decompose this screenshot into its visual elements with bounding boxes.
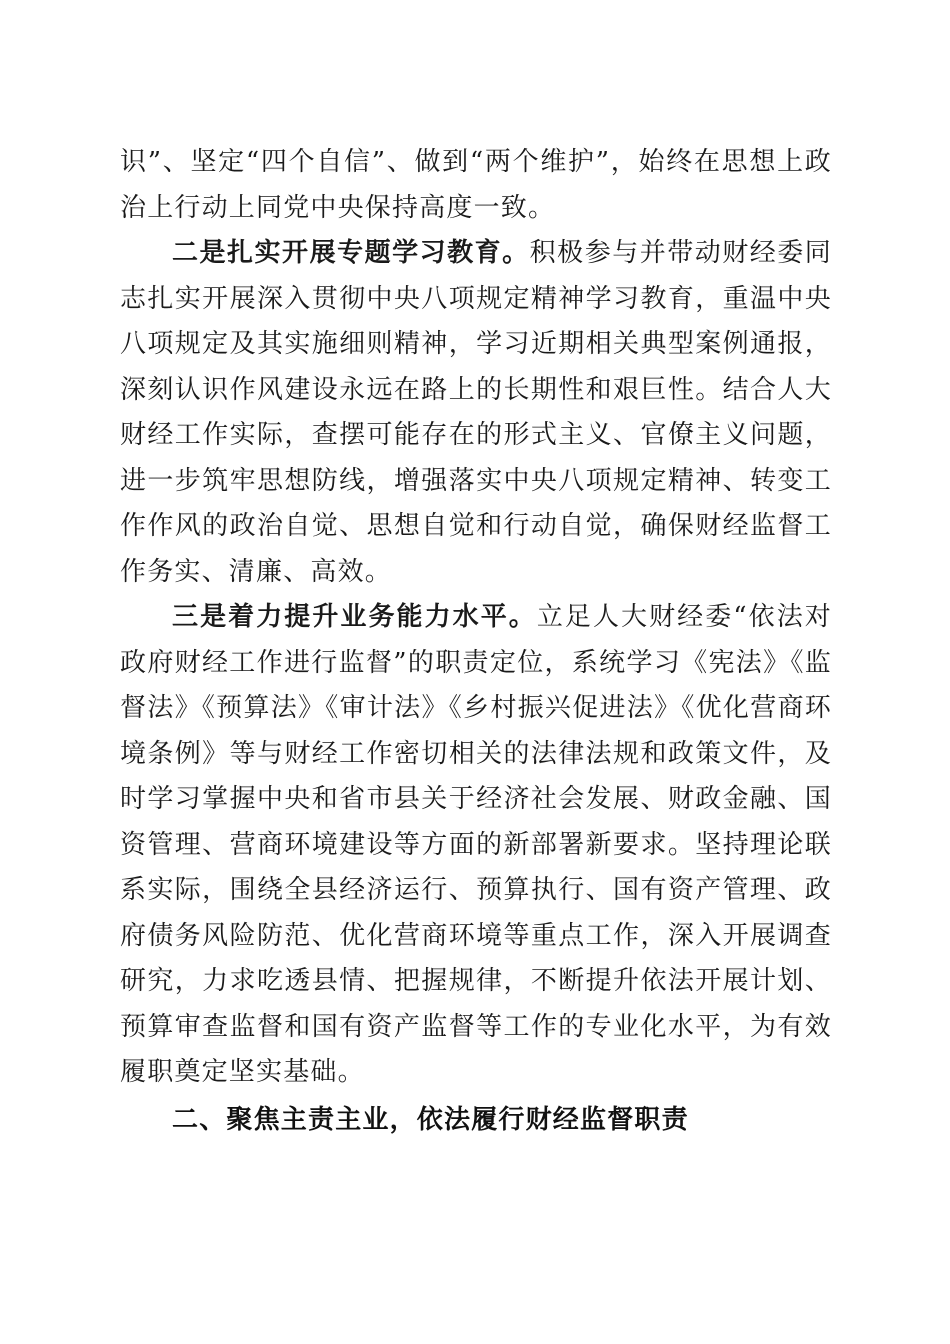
paragraph-lead: 二是扎实开展专题学习教育。 bbox=[172, 238, 530, 268]
paragraph-study-education bbox=[120, 231, 832, 595]
paragraph-text: 识”、坚定“四个自信”、做到“两个维护”，始终在思想上政治上行动上同党中央保持高度一致。 bbox=[120, 147, 832, 223]
section-heading: 二、聚焦主责主业，依法履行财经监督职责 bbox=[172, 1104, 689, 1135]
paragraph-lead: 三是着力提升业务能力水平。 bbox=[172, 602, 537, 632]
paragraph-continuation bbox=[120, 140, 832, 231]
document-body bbox=[120, 140, 832, 1143]
paragraph-text: 积极参与并带动财经委同志扎实开展深入贯彻中央八项规定精神学习教育，重温中央八项规定及其实施细则精神，学习近期相关典型案例通报，深刻认识作风建设永远在路上的长期性和艰巨性。结合人大财经工作实际，查摆可能存在的形式主义、官僚主义问题，进一步筑牢思想防线，增强落实中央八项规定精神、转变工作作风的政治自觉、思想自觉和行动自觉，确保财经监督工作务实、清廉、高效。 bbox=[120, 238, 832, 587]
paragraph-text: 立足人大财经委“依法对政府财经工作进行监督”的职责定位，系统学习《宪法》《监督法》《预算法》《审计法》《乡村振兴促进法》《优化营商环境条例》等与财经工作密切相关的法律法规和政策文件，及时学习掌握中央和省市县关于经济社会发展、财政金融、国资管理、营商环境建设等方面的新部署新要求。坚持理论联系实际，围绕全县经济运行、预算执行、国有资产管理、政府债务风险防范、优化营商环境等重点工作，深入开展调查研究，力求吃透县情、把握规律，不断提升依法开展计划、预算审查监督和国有资产监督等工作的专业化水平，为有效履职奠定坚实基础。 bbox=[120, 602, 832, 1087]
paragraph-business-ability bbox=[120, 595, 832, 1096]
